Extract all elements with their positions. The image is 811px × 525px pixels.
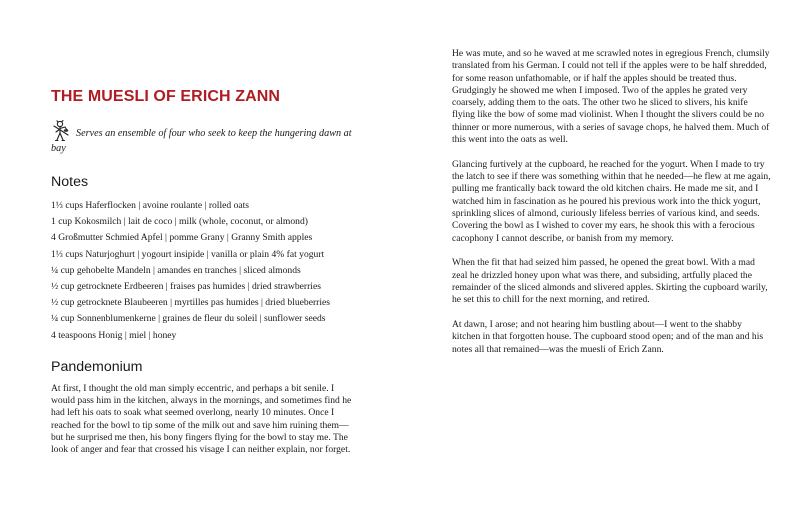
- story-paragraph: When the fit that had seized him passed, he opened the great bowl. With a mad zeal he drizzled honey upon what was there, and subsiding, artfully placed the remainder of the sliced almonds and slivered apples. Skirting the cupboard warily, he set this to chill for the next morning, and retired.: [452, 257, 768, 306]
- ingredient-item: 4 teaspoons Honig | miel | honey: [51, 329, 177, 341]
- ingredient-item: 1 cup Kokosmilch | lait de coco | milk (whole, coconut, or almond): [51, 216, 308, 228]
- ingredient-item: 1⅓ cups Haferflocken | avoine roulante | rolled oats: [51, 200, 250, 211]
- ingredient-item: ½ cup getrocknete Erdbeeren | fraises pas humides | dried strawberries: [51, 281, 321, 293]
- ingredient-item: ½ cup getrocknete Blaubeeren | myrtilles pas humides | dried blueberries: [51, 297, 331, 309]
- tagline-text: Serves an ensemble of four who seek to keep the hungering dawn at bay: [51, 128, 352, 154]
- recipe-tagline: [51, 120, 356, 156]
- ingredient-item: 1⅓ cups Naturjoghurt | yogourt insipide | vanilla or plain 4% fat yogurt: [51, 248, 325, 260]
- ingredient-item: ¼ cup gehobelte Mandeln | amandes en tranches | sliced almonds: [51, 264, 301, 276]
- story-paragraph: At dawn, I arose; and not hearing him bustling about—I went to the shabby kitchen in that forgotten house. The cupboard stood open; and of the man and his notes all that remained—was the muesli of Erich Zann.: [452, 319, 764, 355]
- ingredient-item: 4 Großmutter Schmied Apfel | pomme Grany | Granny Smith apples: [51, 232, 313, 244]
- right-column: [452, 48, 772, 369]
- story-paragraph: He was mute, and so he waved at me scrawled notes in egregious French, clumsily translated from his German. I could not tell if the apples were to be half shredded, for some reason unfathomable, or if half the apples should be treated thus. Grudgingly he showed me when I imposed. Two of the apples he grated very coarsely, adding them to the oats. The other two he sliced to slivers, his knife flying like the bow of some mad violinist. When I thought the slivers could be no thinner or more numerous, with a series of savage chops, he halved them. Much of this went into the oats as well.: [452, 48, 770, 146]
- left-column: [51, 88, 356, 457]
- notes-heading: Notes: [51, 174, 89, 190]
- ingredient-item: ¼ cup Sonnenblumenkerne | graines de fleur du soleil | sunflower seeds: [51, 313, 326, 325]
- pandemonium-paragraph: At first, I thought the old man simply eccentric, and perhaps a bit senile. I would pass him in the kitchen, always in the mornings, and sometimes find he had left his oats to soak what seemed overlong, nearly 10 minutes. Once I reached for the bowl to tip some of the milk out and save him ruining them—but he surprised me then, his bony fingers flying for the bowl to stay me. The look of anger and fear that crossed his visage I can neither explain, nor forget.: [51, 382, 352, 456]
- ingredient-list: [51, 198, 356, 344]
- story-paragraph: Glancing furtively at the cupboard, he reached for the yogurt. When I made to try the latch to see if there was something within that he needed—he flew at me again, pulling me frantically back toward the old kitchen chairs. He made me sit, and I watched him in fascination as he poured his previous work into the thick yogurt, sprinkling slices of almond, curiously lifeless berries of various kind, and seeds. Covering the bowl as I wished to cover my ears, he shook this with a ferocious cacophony I cannot describe, or banish from my memory.: [452, 158, 771, 244]
- pandemonium-heading: Pandemonium: [51, 358, 143, 375]
- violin-player-icon: [51, 120, 71, 142]
- recipe-title: THE MUESLI OF ERICH ZANN: [51, 88, 281, 105]
